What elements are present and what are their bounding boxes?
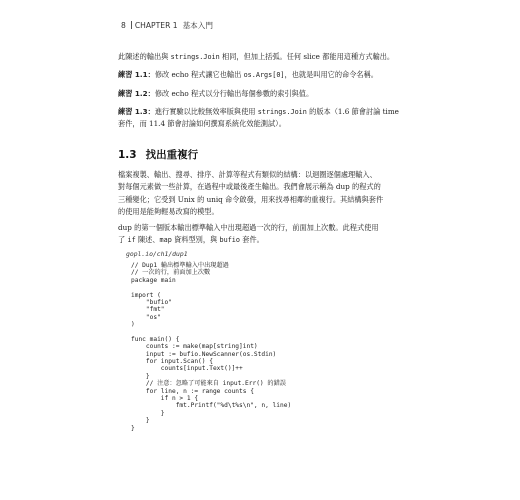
code-line: // Dup1 輸出標準輸入中出現超過 (131, 262, 229, 269)
text-line (118, 88, 406, 100)
code-line: counts[input.Text()]++ (131, 365, 243, 373)
inline-code: bufio (219, 236, 240, 245)
exercise-1-1 (118, 69, 406, 81)
text-run: 修改 echo 程式讓它也輸出 (154, 70, 244, 79)
code-line: import ( (131, 291, 161, 299)
text-run: 了 (118, 235, 128, 245)
section-heading (118, 147, 198, 162)
page-number: 8 (121, 21, 126, 30)
text-line (118, 234, 406, 246)
section-paragraph-2 (118, 222, 406, 247)
inline-code: map (159, 236, 172, 245)
section-title: 找出重複行 (145, 149, 199, 161)
text-run: dup (118, 223, 132, 232)
text-line: 檔案複製、輸出、搜尋、排序、計算等程式有類似的結構：以迴圈逐個處理輸入、 (118, 170, 377, 179)
text-line (118, 106, 406, 118)
code-line: "os" (131, 313, 161, 321)
text-line (118, 69, 406, 81)
text-run: 修改 echo 程式以分行輸出每個參數的索引與值。 (154, 89, 314, 98)
inline-code: os.Args[0] (243, 71, 285, 79)
text-run: 相同，但加上括弧。任何 slice 都能用這種方式輸出。 (219, 52, 395, 61)
text-run: 此陳述的輸出與 (118, 52, 171, 61)
code-line: ) (131, 321, 135, 329)
code-line: } (131, 424, 135, 432)
chapter-label: CHAPTER 1 (134, 21, 178, 30)
code-listing (131, 262, 391, 432)
exercise-label: 練習 1.1： (118, 70, 155, 79)
text-run: 套件。 (239, 235, 264, 245)
code-line (131, 284, 391, 291)
exercise-label: 練習 1.3： (118, 107, 155, 116)
exercise-label: 練習 1.2： (118, 89, 155, 98)
text-line (118, 222, 406, 234)
text-run: 資料型別，與 (171, 235, 220, 245)
code-line: // 一次的行，前面加上次數 (131, 269, 211, 277)
text-line: 套件，而 11.4 節會討論如何撰寫系統化效能測試）。 (118, 119, 286, 129)
code-line: for input.Scan() { (131, 358, 213, 366)
code-source-path: gopl.io/ch1/dup1 (126, 250, 188, 258)
inline-code: strings.Join (257, 108, 307, 116)
text-run: 的第一個版本輸出標準輸入中出現超過一次的行，前面加上次數。此程式使用 (131, 223, 379, 232)
code-line: "bufio" (131, 298, 172, 306)
text-run: dup (335, 182, 350, 192)
code-line (131, 329, 391, 336)
section-paragraph-1 (118, 169, 406, 219)
code-line: } (131, 417, 150, 425)
section-number: 1.3 (118, 149, 137, 161)
text-run: 進行實驗以比較無效率版與使用 (154, 107, 258, 116)
header-separator (131, 21, 132, 29)
code-line: fmt.Printf("%d\t%s\n", n, line) (131, 402, 292, 410)
text-run: 對每個元素做一些計算，在過程中或最後產生輸出。我們會展示稱為 (118, 182, 336, 192)
code-line: func main() { (131, 335, 180, 343)
inline-code: if (127, 236, 136, 245)
running-header (121, 20, 213, 31)
text-run: 陳述、 (135, 235, 160, 245)
exercise-1-3 (118, 106, 406, 131)
code-line: } (131, 372, 150, 380)
code-line: for line, n := range counts { (131, 387, 254, 395)
text-run: 的程式的 (349, 182, 381, 192)
text-line: 三種變化；它受到 Unix 的 uniq 命令啟發，用來找尋相鄰的重複行。其結構與套件 (118, 194, 384, 204)
code-line: // 注意：忽略了可能來自 input.Err() 的錯誤 (131, 380, 286, 388)
text-line (118, 181, 406, 193)
exercise-1-2 (118, 88, 406, 100)
text-run: ，也就是叫用它的命令名稱。 (284, 70, 378, 79)
code-line: counts := make(map[string]int) (131, 343, 258, 351)
inline-code: strings.Join (170, 53, 220, 61)
intro-paragraph (118, 51, 406, 63)
code-line: input := bufio.NewScanner(os.Stdin) (131, 350, 277, 358)
text-line: 的使用是能夠輕易改寫的模型。 (118, 207, 219, 217)
chapter-title: 基本入門 (182, 21, 213, 30)
code-line: } (131, 409, 165, 417)
text-run: 的版本（1.6 節會討論 time (306, 107, 399, 116)
code-line: package main (131, 276, 176, 284)
text-line (118, 51, 406, 63)
code-line: "fmt" (131, 306, 165, 314)
code-line: if n > 1 { (131, 395, 199, 403)
